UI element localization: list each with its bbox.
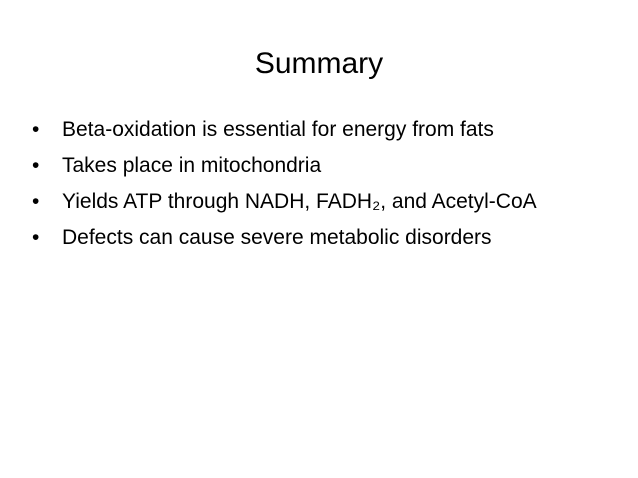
bullet-item — [28, 152, 608, 179]
bullet-dot-icon: • — [32, 118, 40, 141]
slide-title: Summary — [254, 47, 384, 80]
bullet-text: Beta-oxidation is essential for energy from fats — [62, 118, 494, 141]
bullet-list — [28, 116, 608, 260]
bullet-text: Yields ATP through NADH, FADH₂, and Acetyl-CoA — [62, 190, 537, 213]
bullet-item — [28, 224, 608, 251]
bullet-text: Takes place in mitochondria — [62, 154, 322, 177]
bullet-dot-icon: • — [32, 190, 40, 213]
bullet-text: Defects can cause severe metabolic disorders — [62, 226, 492, 249]
bullet-dot-icon: • — [32, 226, 40, 249]
bullet-dot-icon: • — [32, 154, 40, 177]
bullet-item — [28, 188, 608, 215]
bullet-item — [28, 116, 608, 143]
